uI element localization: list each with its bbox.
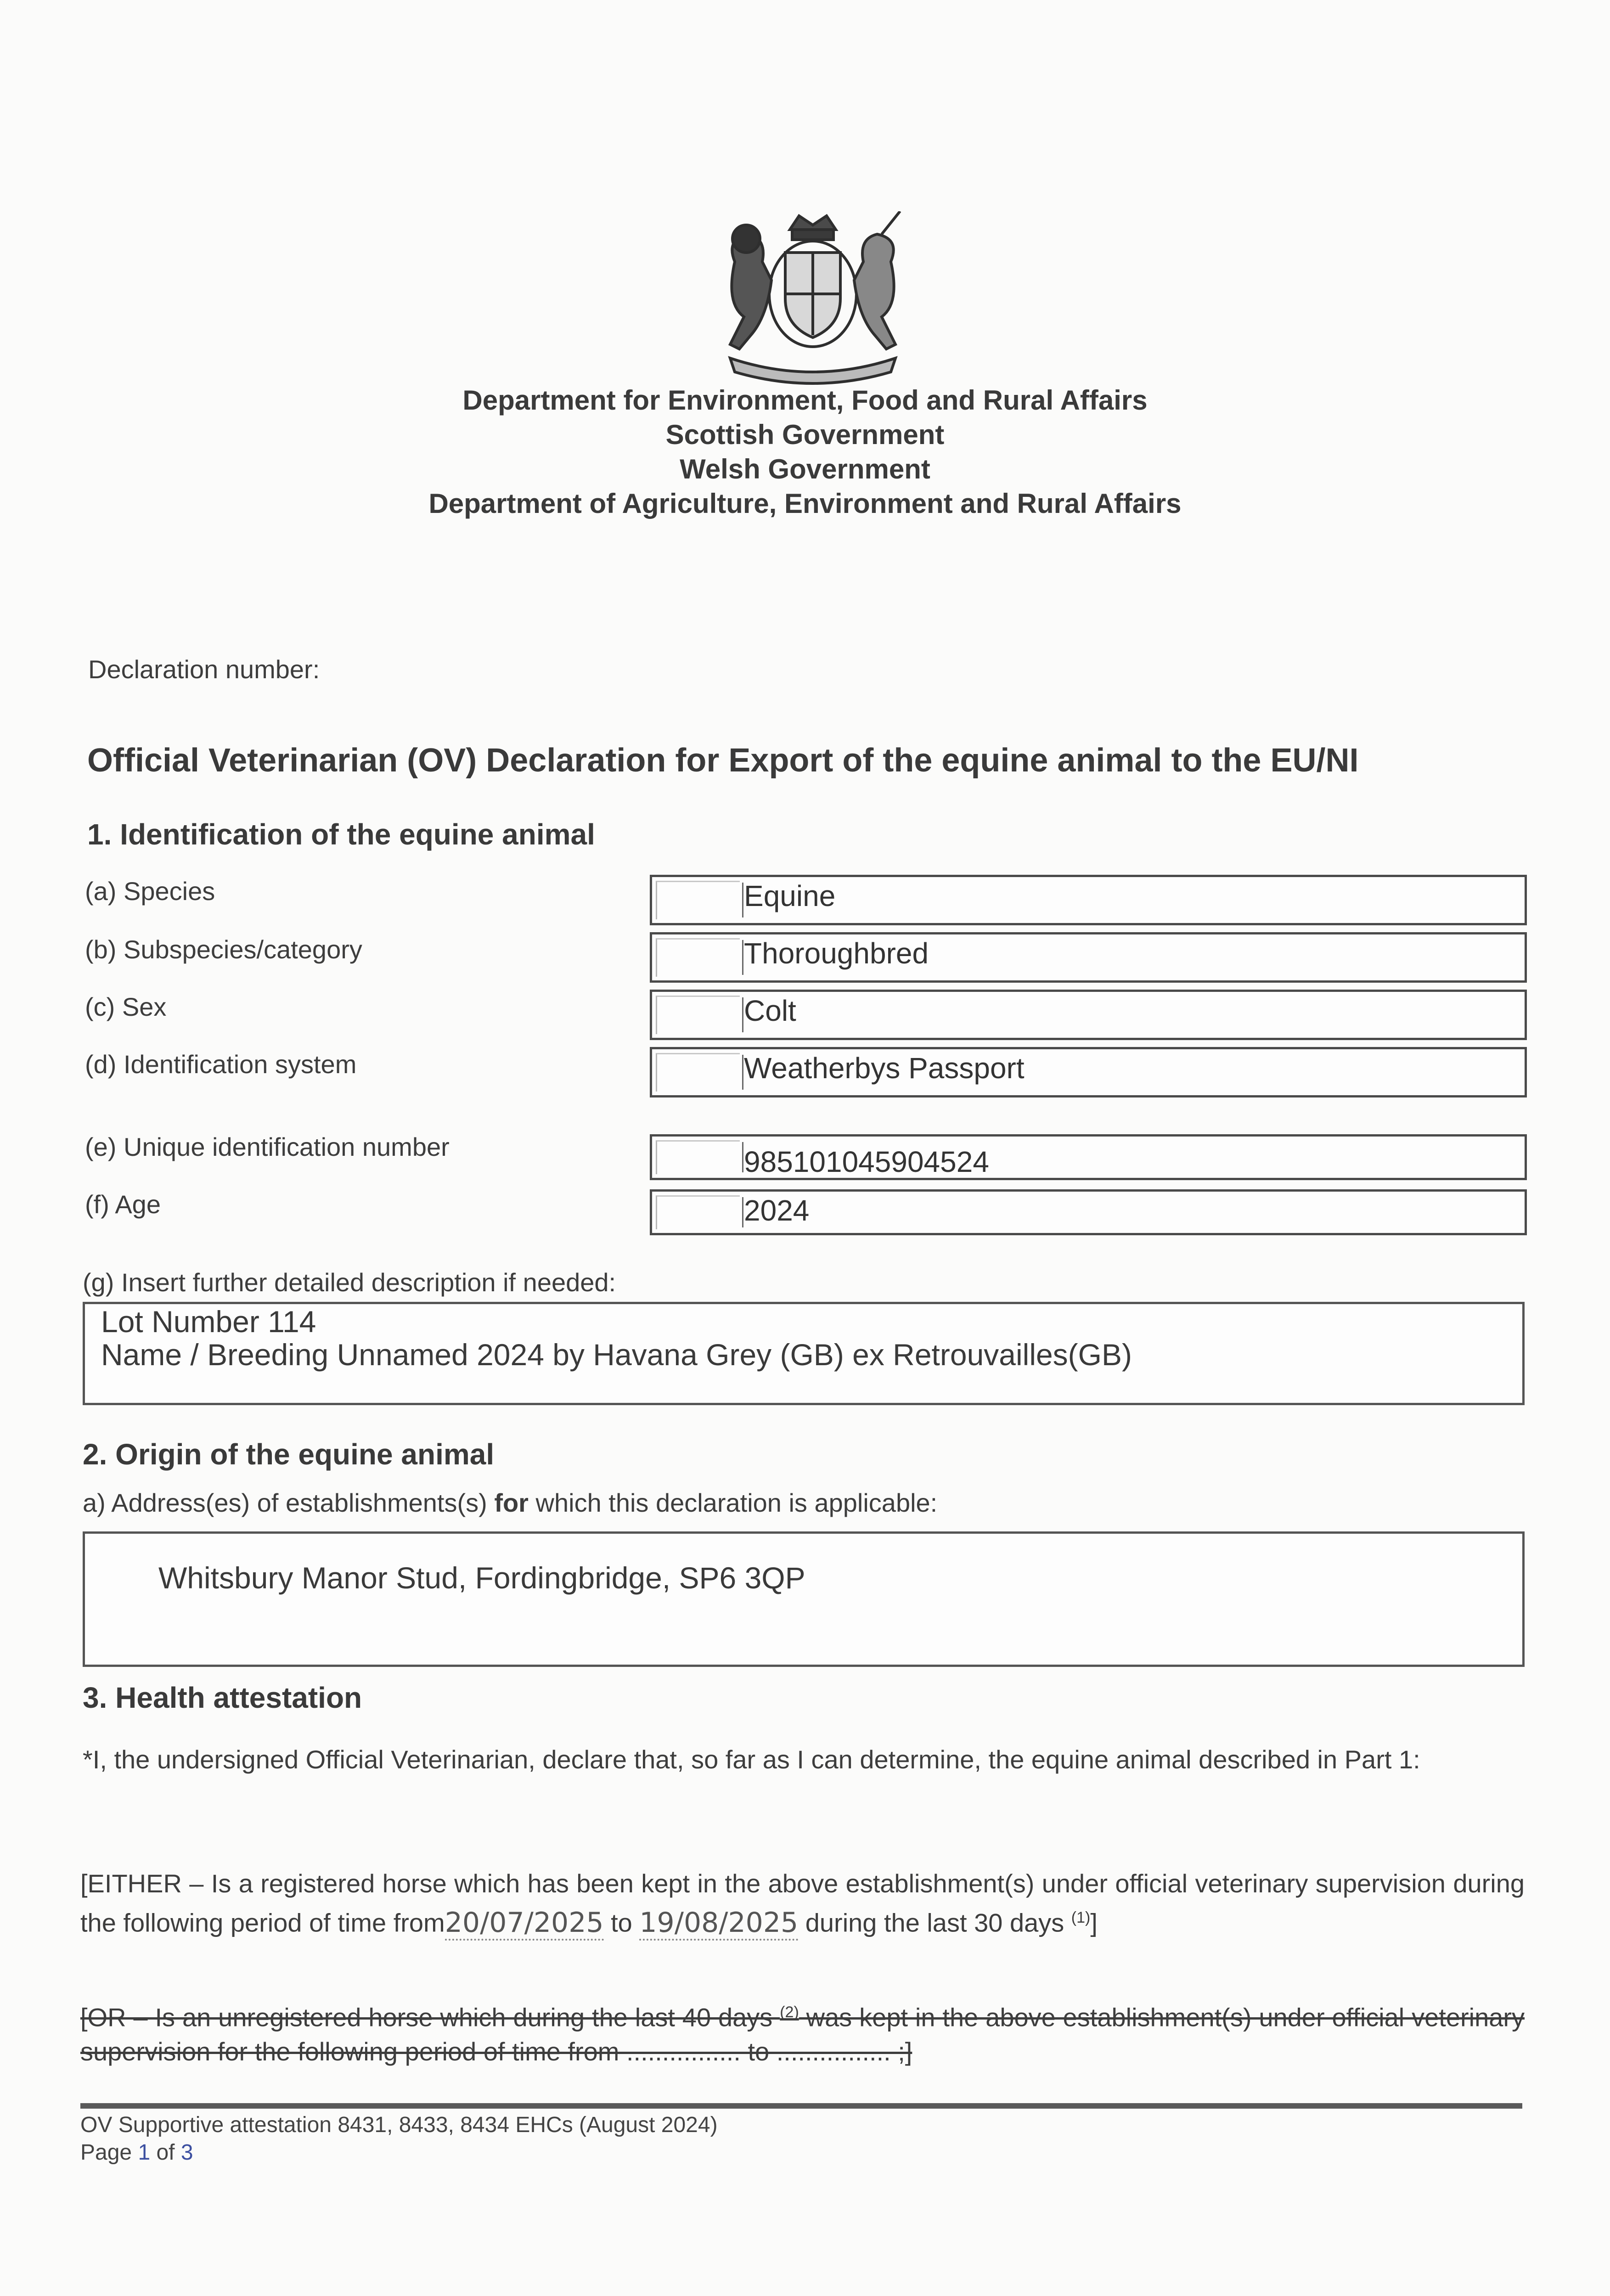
subspecies-label: (b) Subspecies/category [85,935,362,964]
field-inner-mark [656,996,740,1034]
identification-system-value: Weatherbys Passport [744,1052,1025,1085]
age-label: (f) Age [85,1190,161,1219]
age-value: 2024 [744,1194,810,1227]
field-inner-mark [656,938,740,977]
sex-value: Colt [744,994,796,1027]
department-scottish-government: Scottish Government [665,419,945,450]
field-cursor [742,940,743,975]
field-inner-mark [656,881,740,919]
species-value: Equine [744,879,836,912]
health-intro: *I, the undersigned Official Veterinarian, declare that, so far as I can determine, the equine animal described in Part 1: [83,1745,1420,1774]
address-label-bold: for [494,1488,529,1517]
page-word: Page [80,2140,138,2165]
or-post-text: was kept in the above establishment(s) under official veterinary supervision for the following period of time from ................ to ................ ;] [80,2003,1525,2066]
department-welsh-government: Welsh Government [680,454,930,484]
field-cursor [742,997,743,1032]
footer-divider [80,2103,1522,2109]
description-line-1: Lot Number 114 [101,1305,316,1339]
or-text: [OR – Is an unregistered horse which during the last 40 days [80,2003,780,2032]
date-to[interactable]: 19/08/2025 [639,1907,798,1941]
department-defra: Department for Environment, Food and Rural Affairs [462,385,1148,416]
unique-id-value: 985101045904524 [744,1145,989,1178]
unique-id-field[interactable] [650,1134,1527,1180]
field-cursor [742,1197,743,1227]
either-text: [EITHER – Is a registered horse which has been kept in the above establishment(s) under official veterinary supervision during the following period of time from [80,1869,1525,1937]
sex-label: (c) Sex [85,992,167,1021]
either-close: ] [1090,1908,1098,1937]
section3-heading: 3. Health attestation [83,1681,362,1714]
page-current: 1 [138,2140,151,2165]
either-footnote-ref: (1) [1071,1909,1091,1926]
field-inner-mark [656,1140,740,1174]
address-label-post: which this declaration is applicable: [528,1488,938,1517]
subspecies-field[interactable] [650,932,1527,983]
description-line-2: Name / Breeding Unnamed 2024 by Havana Grey (GB) ex Retrouvailles(GB) [101,1338,1132,1372]
age-field[interactable] [650,1189,1527,1235]
field-cursor [742,1055,743,1090]
of-word: of [150,2140,181,2165]
field-inner-mark [656,1053,740,1092]
either-to-text: to [603,1908,640,1937]
species-label: (a) Species [85,877,215,906]
declaration-number-label: Declaration number: [88,655,320,684]
footer-form-reference: OV Supportive attestation 8431, 8433, 8434 EHCs (August 2024) [80,2113,718,2137]
address-value: Whitsbury Manor Stud, Fordingbridge, SP6 3QP [158,1561,805,1595]
section2-heading: 2. Origin of the equine animal [83,1438,495,1471]
subspecies-value: Thoroughbred [744,937,929,970]
identification-system-label: (d) Identification system [85,1050,357,1079]
department-daera: Department of Agriculture, Environment and Rural Affairs [428,488,1182,519]
page-title: Official Veterinarian (OV) Declaration for Export of the equine animal to the EU/NI [87,742,1359,779]
section1-heading: 1. Identification of the equine animal [87,818,595,851]
page-number [80,2140,193,2165]
field-inner-mark [656,1195,740,1229]
either-clause [80,1867,1525,1940]
or-clause-struck [80,1995,1525,2069]
description-box[interactable] [83,1302,1525,1405]
field-cursor [742,1142,743,1172]
description-label: (g) Insert further detailed description if needed: [83,1268,616,1297]
royal-coat-of-arms-icon [707,211,918,386]
unique-id-label: (e) Unique identification number [85,1132,450,1161]
either-post-text: during the last 30 days [798,1908,1071,1937]
date-from[interactable]: 20/07/2025 [445,1907,604,1941]
or-footnote-ref: (2) [780,2003,799,2021]
identification-system-field[interactable] [650,1047,1527,1097]
sex-field[interactable] [650,990,1527,1040]
page-total: 3 [180,2140,193,2165]
address-label-pre: a) Address(es) of establishments(s) [83,1488,495,1517]
address-box[interactable] [83,1531,1525,1667]
address-label [83,1488,937,1518]
species-field[interactable] [650,875,1527,925]
field-cursor [742,883,743,917]
